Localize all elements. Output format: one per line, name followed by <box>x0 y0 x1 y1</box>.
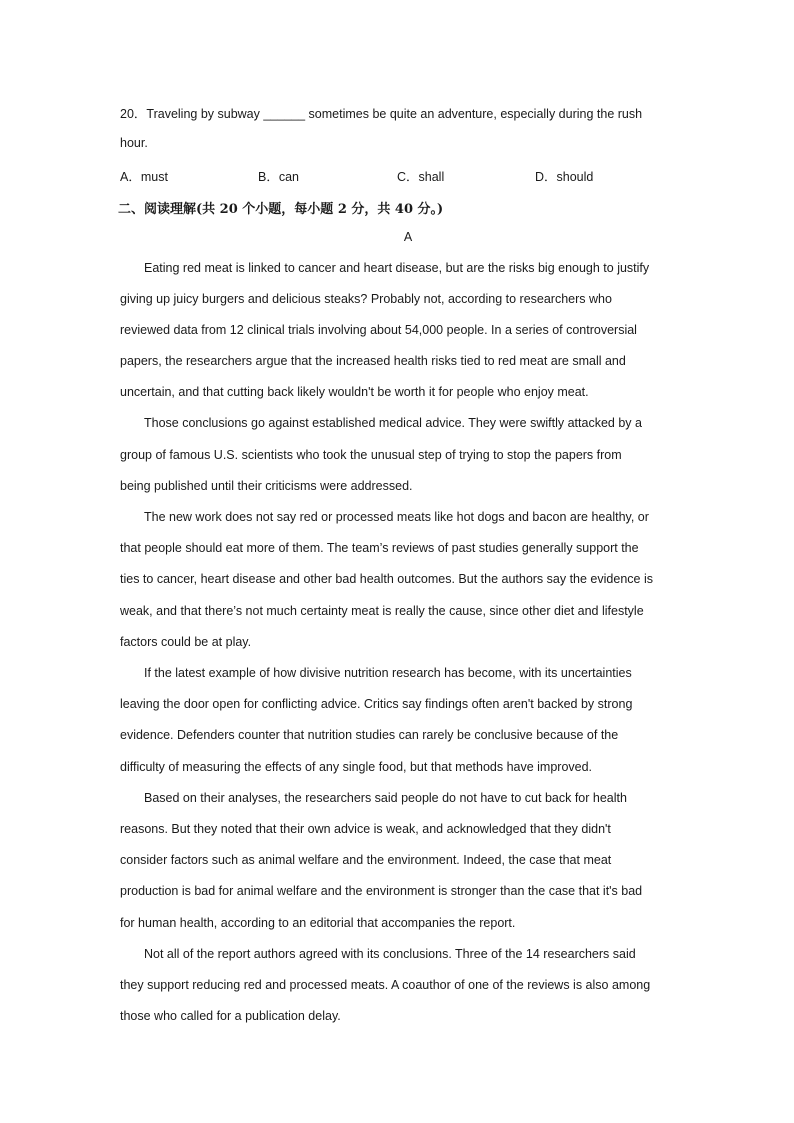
passage-line: giving up juicy burgers and delicious steaks? Probably not, according to researchers who <box>120 292 612 306</box>
passage-line: group of famous U.S. scientists who took the unusual step of trying to stop the papers from <box>120 448 622 462</box>
option-a: A．must <box>120 170 168 184</box>
passage-line: they support reducing red and processed meats. A coauthor of one of the reviews is also among <box>120 978 651 992</box>
passage-line: for human health, according to an editorial that accompanies the report. <box>120 916 516 930</box>
passage-line: being published until their criticisms were addressed. <box>120 479 413 493</box>
passage-line: production is bad for animal welfare and the environment is stronger than the case that it's bad <box>120 884 643 898</box>
passage-line: difficulty of measuring the effects of any single food, but that methods have improved. <box>120 760 593 774</box>
option-d: D．should <box>535 170 594 184</box>
passage-line: papers, the researchers argue that the increased health risks tied to red meat are small and <box>120 354 626 368</box>
passage-line: evidence. Defenders counter that nutrition studies can rarely be conclusive because of the <box>120 728 619 742</box>
passage-line: factors could be at play. <box>120 635 252 649</box>
passage-line: reasons. But they noted that their own advice is weak, and acknowledged that they didn't <box>120 822 611 836</box>
passage-line: consider factors such as animal welfare and the environment. Indeed, the case that meat <box>120 853 612 867</box>
passage-line: ties to cancer, heart disease and other bad health outcomes. But the authors say the evidence is <box>120 572 653 586</box>
passage-line: leaving the door open for conflicting advice. Critics say findings often aren't backed by strong <box>120 697 633 711</box>
passage-line: Based on their analyses, the researchers said people do not have to cut back for health <box>144 791 627 805</box>
passage-line: those who called for a publication delay. <box>120 1009 341 1023</box>
passage-line: The new work does not say red or processed meats like hot dogs and bacon are healthy, or <box>144 510 649 524</box>
passage-line: reviewed data from 12 clinical trials involving about 54,000 people. In a series of controversial <box>120 323 637 337</box>
passage-line: that people should eat more of them. The team’s reviews of past studies generally support the <box>120 541 639 555</box>
passage-line: weak, and that there’s not much certainty meat is really the cause, since other diet and lifestyle <box>120 604 644 618</box>
option-c: C．shall <box>397 170 445 184</box>
passage-line: Eating red meat is linked to cancer and heart disease, but are the risks big enough to justify <box>144 261 650 275</box>
passage-label: A <box>403 230 413 244</box>
question-20-stem: 20．Traveling by subway ______ sometimes be quite an adventure, especially during the rush <box>120 107 643 121</box>
section-heading: 二、阅读理解(共 20 个小题，每小题 2 分，共 40 分。) <box>118 202 444 217</box>
passage-line: uncertain, and that cutting back likely wouldn't be worth it for people who enjoy meat. <box>120 385 589 399</box>
passage-line: If the latest example of how divisive nutrition research has become, with its uncertainties <box>144 666 632 680</box>
option-b: B．can <box>258 170 299 184</box>
question-20-stem-continued: hour. <box>120 136 148 150</box>
passage-line: Those conclusions go against established medical advice. They were swiftly attacked by a <box>144 416 642 430</box>
passage-line: Not all of the report authors agreed with its conclusions. Three of the 14 researchers said <box>144 947 636 961</box>
